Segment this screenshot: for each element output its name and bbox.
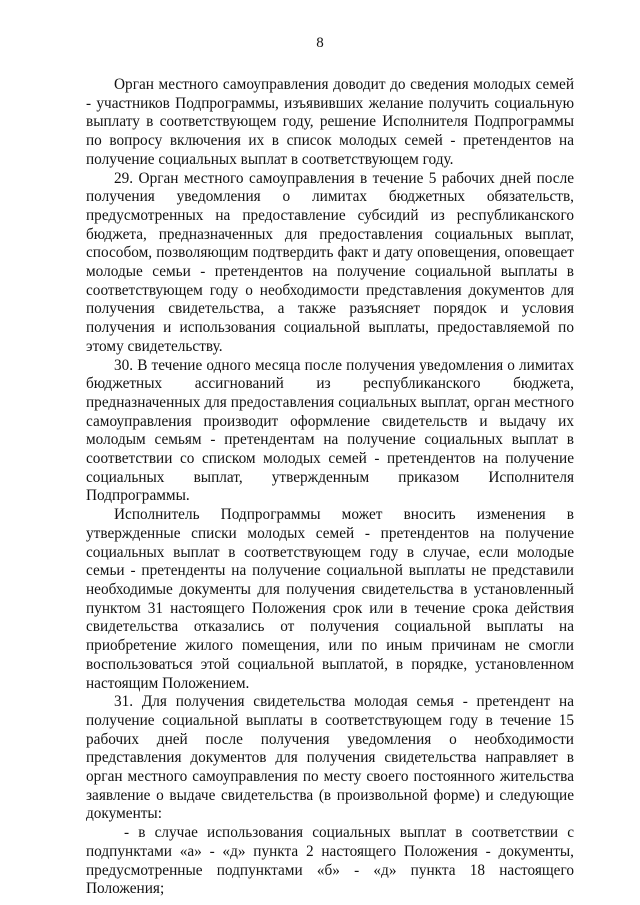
paragraph-item-29: 29. Орган местного самоуправления в течение 5 рабочих дней после получения уведомления о лимитах бюджетных обязательств, предусмотренных на предоставление субсидий из республиканского бюджета, предназначенных для предоставления социальных выплат, способом, позволяющим подтвердить факт и дату оповещения, оповещает молодые семьи - претендентов на получение социальной выплаты в соответствующем году о необходимости представления документов для получения свидетельства, а также разъясняет порядок и условия получения и использования социальной выплаты, предоставляемой по этому свидетельству. — [86, 169, 574, 355]
paragraph-notification: Орган местного самоуправления доводит до сведения молодых семей - участников Подпрограммы, изъявивших желание получить социальную выплату в соответствующем году, решение Исполнителя Подпрограммы по вопросу включения их в список молодых семей - претендентов на получение социальных выплат в соответствующем году. — [86, 76, 574, 168]
page-number: 8 — [316, 35, 324, 51]
paragraph-item-31: 31. Для получения свидетельства молодая семья - претендент на получение социальной выплаты в соответствующем году в течение 15 рабочих дней после получения уведомления о необходимости представления документов для получения свидетельства направляет в орган местного самоуправления по месту своего постоянного жительства заявление о выдаче свидетельства (в произвольной форме) и следующие документы: — [86, 693, 574, 823]
paragraph-item-30: 30. В течение одного месяца после получения уведомления о лимитах бюджетных ассигнований из республиканского бюджета, предназначенных для предоставления социальных выплат, орган местного самоуправления производит оформление свидетельств и выдачу их молодым семьям - претендентам на получение социальных выплат в соответствии со списком молодых семей - претендентов на получение социальных выплат, утвержденным приказом Исполнителя Подпрограммы. — [86, 356, 574, 505]
document-body — [86, 76, 574, 899]
paragraph-executor-changes: Исполнитель Подпрограммы может вносить изменения в утвержденные списки молодых семей - претендентов на получение социальных выплат в соответствующем году в случае, если молодые семьи - претенденты на получение социальной выплаты не представили необходимые документы для получения свидетельства в установленный пунктом 31 настоящего Положения срок или в течение срока действия свидетельства отказались от получения социальной выплаты на приобретение жилого помещения, или по иным причинам не смогли воспользоваться этой социальной выплатой, в порядке, установленном настоящим Положением. — [86, 506, 574, 692]
paragraph-subitem-documents: - в случае использования социальных выплат в соответствии с подпунктами «а» - «д» пункта 2 настоящего Положения - документы, предусмотренные подпунктами «б» - «д» пункта 18 настоящего Положения; — [86, 824, 574, 898]
